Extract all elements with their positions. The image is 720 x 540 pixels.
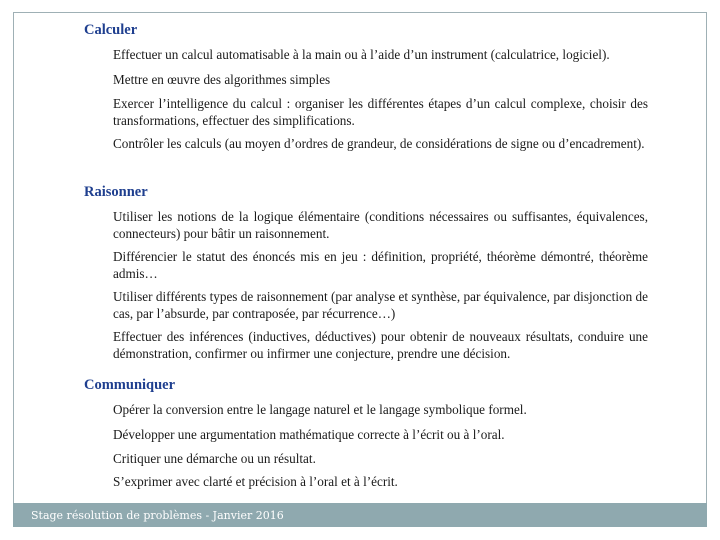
list-item: Contrôler les calculs (au moyen d’ordres de grandeur, de considérations de signe ou d’encadrement). xyxy=(113,136,645,151)
section-heading-communiquer: Communiquer xyxy=(84,377,176,393)
list-item: Utiliser les notions de la logique élémentaire (conditions nécessaires ou suffisantes, équivalences, connecteurs) pour bâtir un raisonnement. xyxy=(113,209,648,241)
section-heading-calculer: Calculer xyxy=(84,22,138,38)
list-item: Opérer la conversion entre le langage naturel et le langage symbolique formel. xyxy=(113,402,527,417)
list-item: S’exprimer avec clarté et précision à l’oral et à l’écrit. xyxy=(113,474,398,489)
list-item: Différencier le statut des énoncés mis en jeu : définition, propriété, théorème démontré, théorème admis… xyxy=(113,249,648,281)
list-item: Développer une argumentation mathématique correcte à l’écrit ou à l’oral. xyxy=(113,427,505,442)
list-item: Mettre en œuvre des algorithmes simples xyxy=(113,72,331,87)
footer-text: Stage résolution de problèmes - Janvier 2016 xyxy=(31,509,284,522)
section-heading-raisonner: Raisonner xyxy=(84,184,148,200)
list-item: Utiliser différents types de raisonnement (par analyse et synthèse, par équivalence, par disjonction de cas, par l’absurde, par contraposée, par récurrence…) xyxy=(113,289,648,321)
list-item: Effectuer un calcul automatisable à la main ou à l’aide d’un instrument (calculatrice, logiciel). xyxy=(113,47,610,62)
list-item: Exercer l’intelligence du calcul : organiser les différentes étapes d’un calcul complexe, choisir des transformations, effectuer des simplifications. xyxy=(113,96,648,128)
list-item: Effectuer des inférences (inductives, déductives) pour obtenir de nouveaux résultats, conduire une démonstration, confirmer ou infirmer une conjecture, prendre une décision. xyxy=(113,329,648,361)
list-item: Critiquer une démarche ou un résultat. xyxy=(113,451,316,466)
